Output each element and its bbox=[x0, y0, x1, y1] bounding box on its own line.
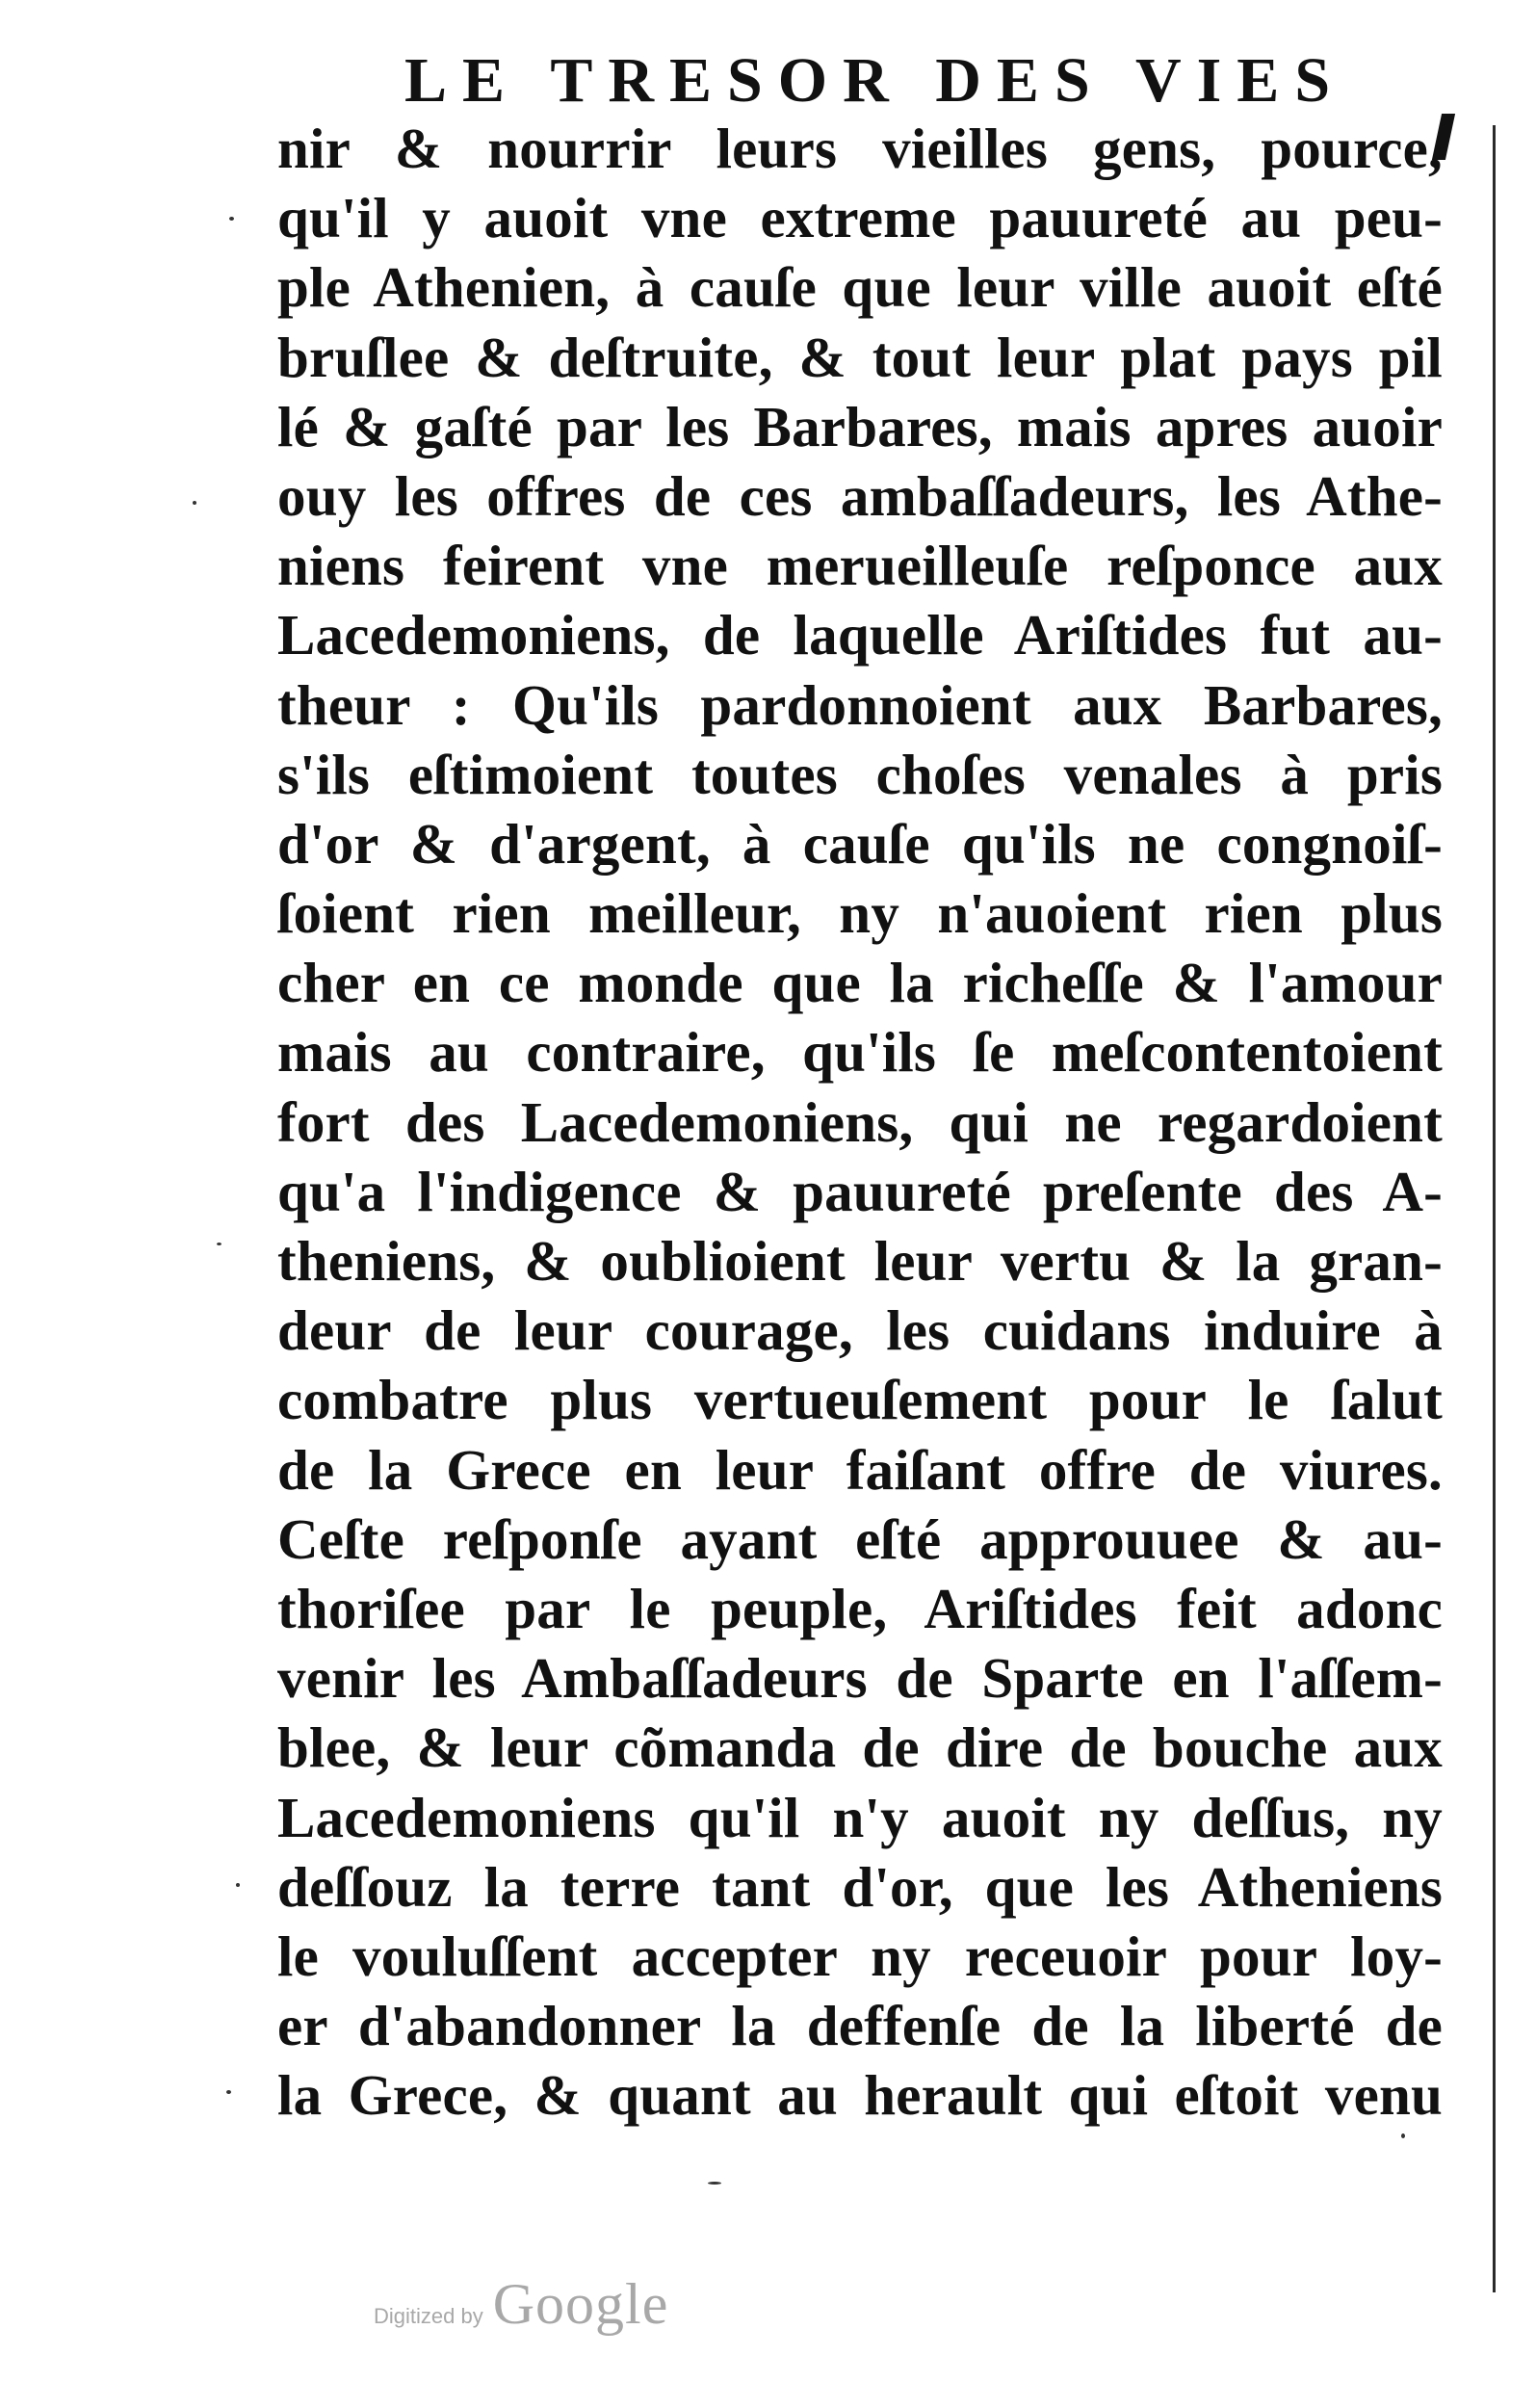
text-line: nir & nourrir leurs vieilles gens, pource, bbox=[277, 117, 1443, 180]
text-line: Lacedemoniens qu'il n'y auoit ny deſſus, ny bbox=[277, 1785, 1443, 1849]
ink-speck bbox=[217, 1243, 221, 1245]
ink-speck bbox=[226, 2090, 231, 2094]
text-line: mais au contraire, qu'ils ſe meſcontentoient bbox=[277, 1020, 1443, 1085]
text-line: Lacedemoniens, de laquelle Ariſtides fut au- bbox=[277, 603, 1443, 667]
text-line: deſſouz la terre tant d'or, que les Atheniens bbox=[277, 1854, 1443, 1919]
text-line: Ceſte reſponſe ayant eſté approuuee & au- bbox=[277, 1506, 1443, 1571]
text-line: venir les Ambaſſadeurs de Sparte en l'aſſem- bbox=[277, 1646, 1443, 1711]
text-line: ſoient rien meilleur, ny n'auoient rien plus bbox=[277, 881, 1443, 946]
text-line: de la Grece en leur faiſant offre de viures. bbox=[277, 1437, 1443, 1502]
text-line: theniens, & oublioient leur vertu & la gran- bbox=[277, 1229, 1443, 1293]
text-line: le vouluſſent accepter ny receuoir pour loy- bbox=[277, 1924, 1443, 1988]
digitized-watermark bbox=[374, 2271, 668, 2338]
text-line: blee, & leur cõmanda de dire de bouche aux bbox=[277, 1715, 1443, 1780]
text-line: la Grece, & quant au herault qui eſtoit venu bbox=[277, 2063, 1443, 2128]
text-line: qu'il y auoit vne extreme pauureté au peu- bbox=[277, 186, 1443, 250]
text-line: niens feirent vne merueilleuſe reſponce aux bbox=[277, 534, 1443, 598]
text-line: thoriſee par le peuple, Ariſtides feit adonc bbox=[277, 1576, 1443, 1640]
text-line: qu'a l'indigence & pauureté preſente des A- bbox=[277, 1159, 1443, 1223]
body-text bbox=[277, 114, 1443, 2130]
google-logo: Google bbox=[492, 2272, 669, 2336]
watermark-prefix: Digitized by bbox=[374, 2304, 483, 2328]
page-edge-rule bbox=[1493, 125, 1496, 2292]
text-line: er d'abandonner la deffenſe de la liberté de bbox=[277, 1994, 1443, 2058]
text-line: ouy les offres de ces ambaſſadeurs, les Athe- bbox=[277, 463, 1443, 528]
text-line: combatre plus vertueuſement pour le ſalut bbox=[277, 1368, 1443, 1432]
ink-speck bbox=[1401, 2133, 1405, 2138]
text-line: d'or & d'argent, à cauſe qu'ils ne congnoiſ- bbox=[277, 811, 1443, 876]
text-line: ple Athenien, à cauſe que leur ville auoit eſté bbox=[277, 255, 1443, 320]
running-head: LE TRESOR DES VIES bbox=[404, 45, 1346, 116]
text-line: deur de leur courage, les cuidans induire à bbox=[277, 1298, 1443, 1363]
text-line: fort des Lacedemoniens, qui ne regardoient bbox=[277, 1089, 1443, 1154]
text-line: lé & gaſté par les Barbares, mais apres auoir bbox=[277, 394, 1443, 458]
ink-speck bbox=[229, 217, 234, 221]
ink-speck bbox=[708, 2182, 721, 2185]
text-line: cher en ce monde que la richeſſe & l'amour bbox=[277, 951, 1443, 1015]
text-line: theur : Qu'ils pardonnoient aux Barbares, bbox=[277, 672, 1443, 737]
ink-speck bbox=[193, 501, 196, 505]
text-line: s'ils eſtimoient toutes choſes venales à pris bbox=[277, 742, 1443, 806]
ink-speck bbox=[236, 1883, 240, 1887]
text-line: bruſlee & deſtruite, & tout leur plat pays pil bbox=[277, 325, 1443, 389]
